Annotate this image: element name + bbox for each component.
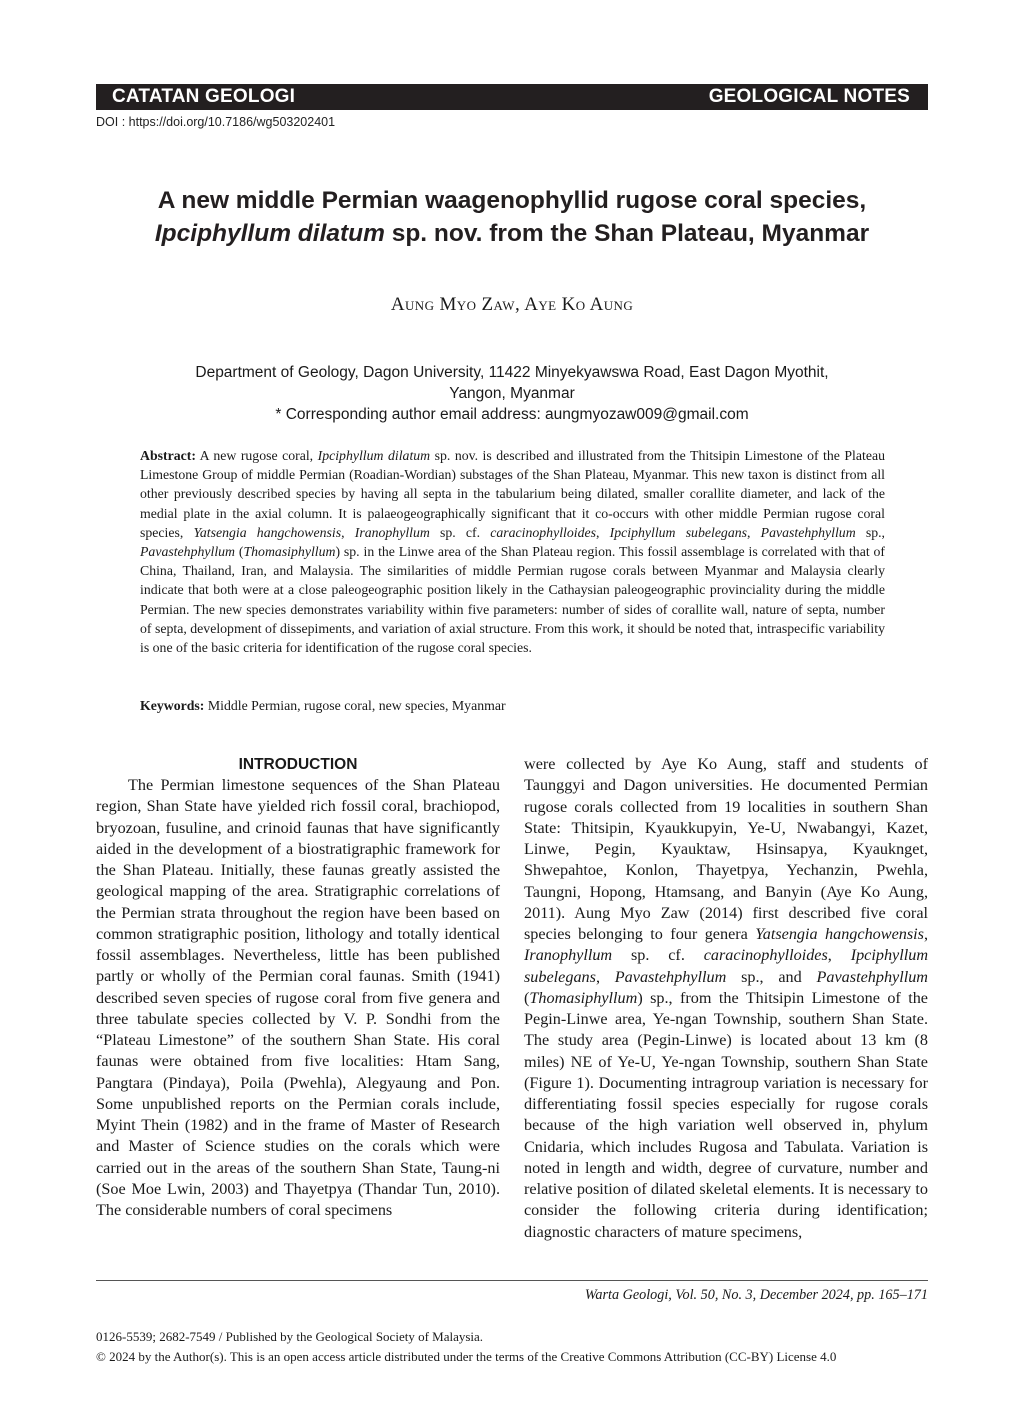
header-right-label: GEOLOGICAL NOTES bbox=[708, 86, 910, 107]
body-text: sp. cf. bbox=[612, 946, 704, 965]
author-list: Aung Myo Zaw, Aye Ko Aung bbox=[390, 294, 634, 315]
header-left-label: CATATAN GEOLOGI bbox=[112, 86, 296, 107]
paragraph: The Permian limestone sequences of the Shan Plateau region, Shan State have yielded rich fossil coral, brachiopod, bryozoan, fusuline, and crinoid faunas that have significantly aided in the development of a biostratigraphic framework for the Shan Plateau. Initially, these faunas greatly assisted the geological mapping of the area. Stratigraphic correlations of the Permian strata throughout the region have been based on common stratigraphic position, lithology and totally identical fossil assemblages. Nevertheless, little has been published partly or wholly of the Permian coral faunas. Smith (1941) described seven species of rugose coral from five genera and three tabulate species collected by V. P. Sondhi from the “Plateau Limestone” of the southern Shan State. His coral faunas were obtained from five localities: Htam Sang, Pangtara (Pindaya), Poila (Pwehla), Alegyaung and Pon. Some unpublished reports on the Permian corals include, Myint Thein (1982) and in the frame of Master of Research and Master of Science studies on the corals which were carried out in the areas of the southern Shan State, Taung-ni (Soe Moe Lwin, 2003) and Thayetpya (Thandar Tun, 2010). The considerable numbers of coral specimens bbox=[96, 776, 500, 1219]
title-line-2 bbox=[96, 217, 928, 250]
affiliation bbox=[96, 362, 928, 425]
abstract-taxon: Ipciphyllum subelegans bbox=[609, 524, 748, 540]
body-taxon: Ipciphyllum subelegans bbox=[524, 946, 929, 986]
journal-header-bar bbox=[96, 84, 928, 110]
abstract-text: sp. nov. is described and illustrated from the Thitsipin Limestone of the Plateau Limestone Group of middle Permian (Roadian-Wordian) substages of the Shan Plateau, Myanmar. This new taxon is distinct from all other previously described species by having all septa in the tabularium being dilated, smaller corallite diameter, and lack of the medial plate in the axial column. It is palaeogeographically significant that it co-occurs with other middle Permian rugose coral species, bbox=[140, 448, 885, 540]
issn-publisher: 0126-5539; 2682-7549 / Published by the Geological Society of Malaysia. bbox=[96, 1329, 484, 1344]
abstract bbox=[140, 446, 885, 657]
section-heading-introduction: INTRODUCTION bbox=[238, 756, 358, 773]
body-text: , bbox=[827, 946, 851, 965]
body-taxon: Pavastehphyllum bbox=[614, 967, 727, 986]
body-text: sp., and bbox=[726, 967, 817, 986]
paragraph bbox=[524, 754, 928, 1243]
title-species-name: Ipciphyllum dilatum bbox=[154, 220, 385, 247]
body-column-right bbox=[524, 754, 928, 1243]
abstract-taxon: Yatsengia hangchowensis bbox=[193, 524, 342, 540]
abstract-text: , bbox=[596, 524, 610, 540]
article-title bbox=[96, 184, 928, 250]
abstract-text: , bbox=[747, 524, 761, 540]
body-text: ) sp., from the Thitsipin Limestone of the Pegin-Linwe area, Ye-ngan Township, southern Shan State. The study area (Pegin-Linwe) is located about 13 km (8 miles) NE of Ye-U, Ye-ngan Township, southern Shan State (Figure 1). Documenting intragroup variation is necessary for differentiating fossil species especially for rugose corals because of the high variation well observed in, phylum Cnidaria, which includes Rugosa and Tabulata. Variation is noted in length and width, degree of curvature, number and relative position of dilated skeletal elements. It is necessary to consider the following criteria during identification; diagnostic characters of mature specimens, bbox=[524, 988, 928, 1241]
corresponding-email[interactable]: * Corresponding author email address: aungmyozaw009@gmail.com bbox=[275, 406, 749, 423]
abstract-taxon: Pavastehphyllum bbox=[760, 524, 856, 540]
body-taxon: caracinophylloides bbox=[703, 946, 828, 965]
abstract-text: A new rugose coral, bbox=[195, 448, 318, 463]
abstract-taxon: Thomasiphyllum bbox=[243, 544, 336, 560]
keywords bbox=[140, 696, 885, 715]
body-taxon: Thomasiphyllum bbox=[529, 988, 638, 1007]
abstract-taxon: Pavastehphyllum bbox=[140, 544, 236, 560]
license-statement: © 2024 by the Author(s). This is an open access article distributed under the terms of the Creative Commons Attribution (CC-BY) License 4.0 bbox=[96, 1349, 837, 1364]
keywords-label: Keywords: bbox=[140, 698, 205, 713]
affiliation-line-2: Yangon, Myanmar bbox=[449, 385, 575, 402]
abstract-text: sp. cf. bbox=[429, 524, 491, 540]
body-text: , bbox=[595, 967, 615, 986]
title-line-2-rest: sp. nov. from the Shan Plateau, Myanmar bbox=[384, 220, 870, 247]
abstract-taxon: caracinophylloides bbox=[490, 524, 596, 540]
affiliation-line-1: Department of Geology, Dagon University, 11422 Minyekyawswa Road, East Dagon Myothit, bbox=[195, 364, 829, 381]
abstract-label: Abstract: bbox=[140, 448, 196, 463]
body-text: ( bbox=[524, 988, 530, 1007]
body-text: , bbox=[923, 925, 928, 943]
abstract-text: , bbox=[341, 524, 355, 540]
abstract-taxon: Iranophyllum bbox=[354, 524, 430, 540]
body-taxon: Pavastehphyllum bbox=[816, 967, 929, 986]
abstract-text: sp., bbox=[855, 524, 886, 540]
footer-divider bbox=[96, 1280, 928, 1281]
body-taxon: Yatsengia hangchowensis bbox=[755, 925, 924, 943]
abstract-text: ( bbox=[235, 544, 244, 560]
body-text: were collected by Aye Ko Aung, staff and students of Taunggyi and Dagon universities. He documented Permian rugose corals collected from 19 localities in southern Shan State: Thitsipin, Kyaukkupyin, Ye-U, Nwabangyi, Kazet, Linwe, Pegin, Kyauktaw, Hsinsapya, Kyauknget, Shwepahtoe, Konlon, Thayetpya, Yechanzin, Pwehla, Taungni, Hopong, Htamsang, and Banyin (Aye Ko Aung, 2011). Aung Myo Zaw (2014) first described five coral species belonging to four genera bbox=[524, 755, 928, 943]
title-line-1: A new middle Permian waagenophyllid rugose coral species, bbox=[157, 187, 867, 214]
journal-citation: Warta Geologi, Vol. 50, No. 3, December 2024, pp. 165–171 bbox=[584, 1287, 928, 1303]
doi-link[interactable]: DOI : https://doi.org/10.7186/wg503202401 bbox=[96, 115, 336, 129]
abstract-taxon: Ipciphyllum dilatum bbox=[317, 448, 431, 463]
keywords-text: Middle Permian, rugose coral, new species, Myanmar bbox=[204, 698, 506, 713]
body-taxon: Iranophyllum bbox=[524, 946, 613, 965]
body-column-left bbox=[96, 754, 500, 1221]
abstract-text: ) sp. in the Linwe area of the Shan Plateau region. This fossil assemblage is correlated with that of China, Thailand, Iran, and Malaysia. The similarities of middle Permian rugose corals between Myanmar and Malaysia clearly indicate that both were at a close paleogeographic position likely in the Cathaysian paleogeographic provinciality during the middle Permian. The new species demonstrates variability within five parameters: number of sides of corallite wall, nature of septa, number of septa, development of dissepiments, and variation of axial structure. From this work, it should be noted that, intraspecific variability is one of the basic criteria for identification of the rugose coral species. bbox=[140, 544, 885, 656]
